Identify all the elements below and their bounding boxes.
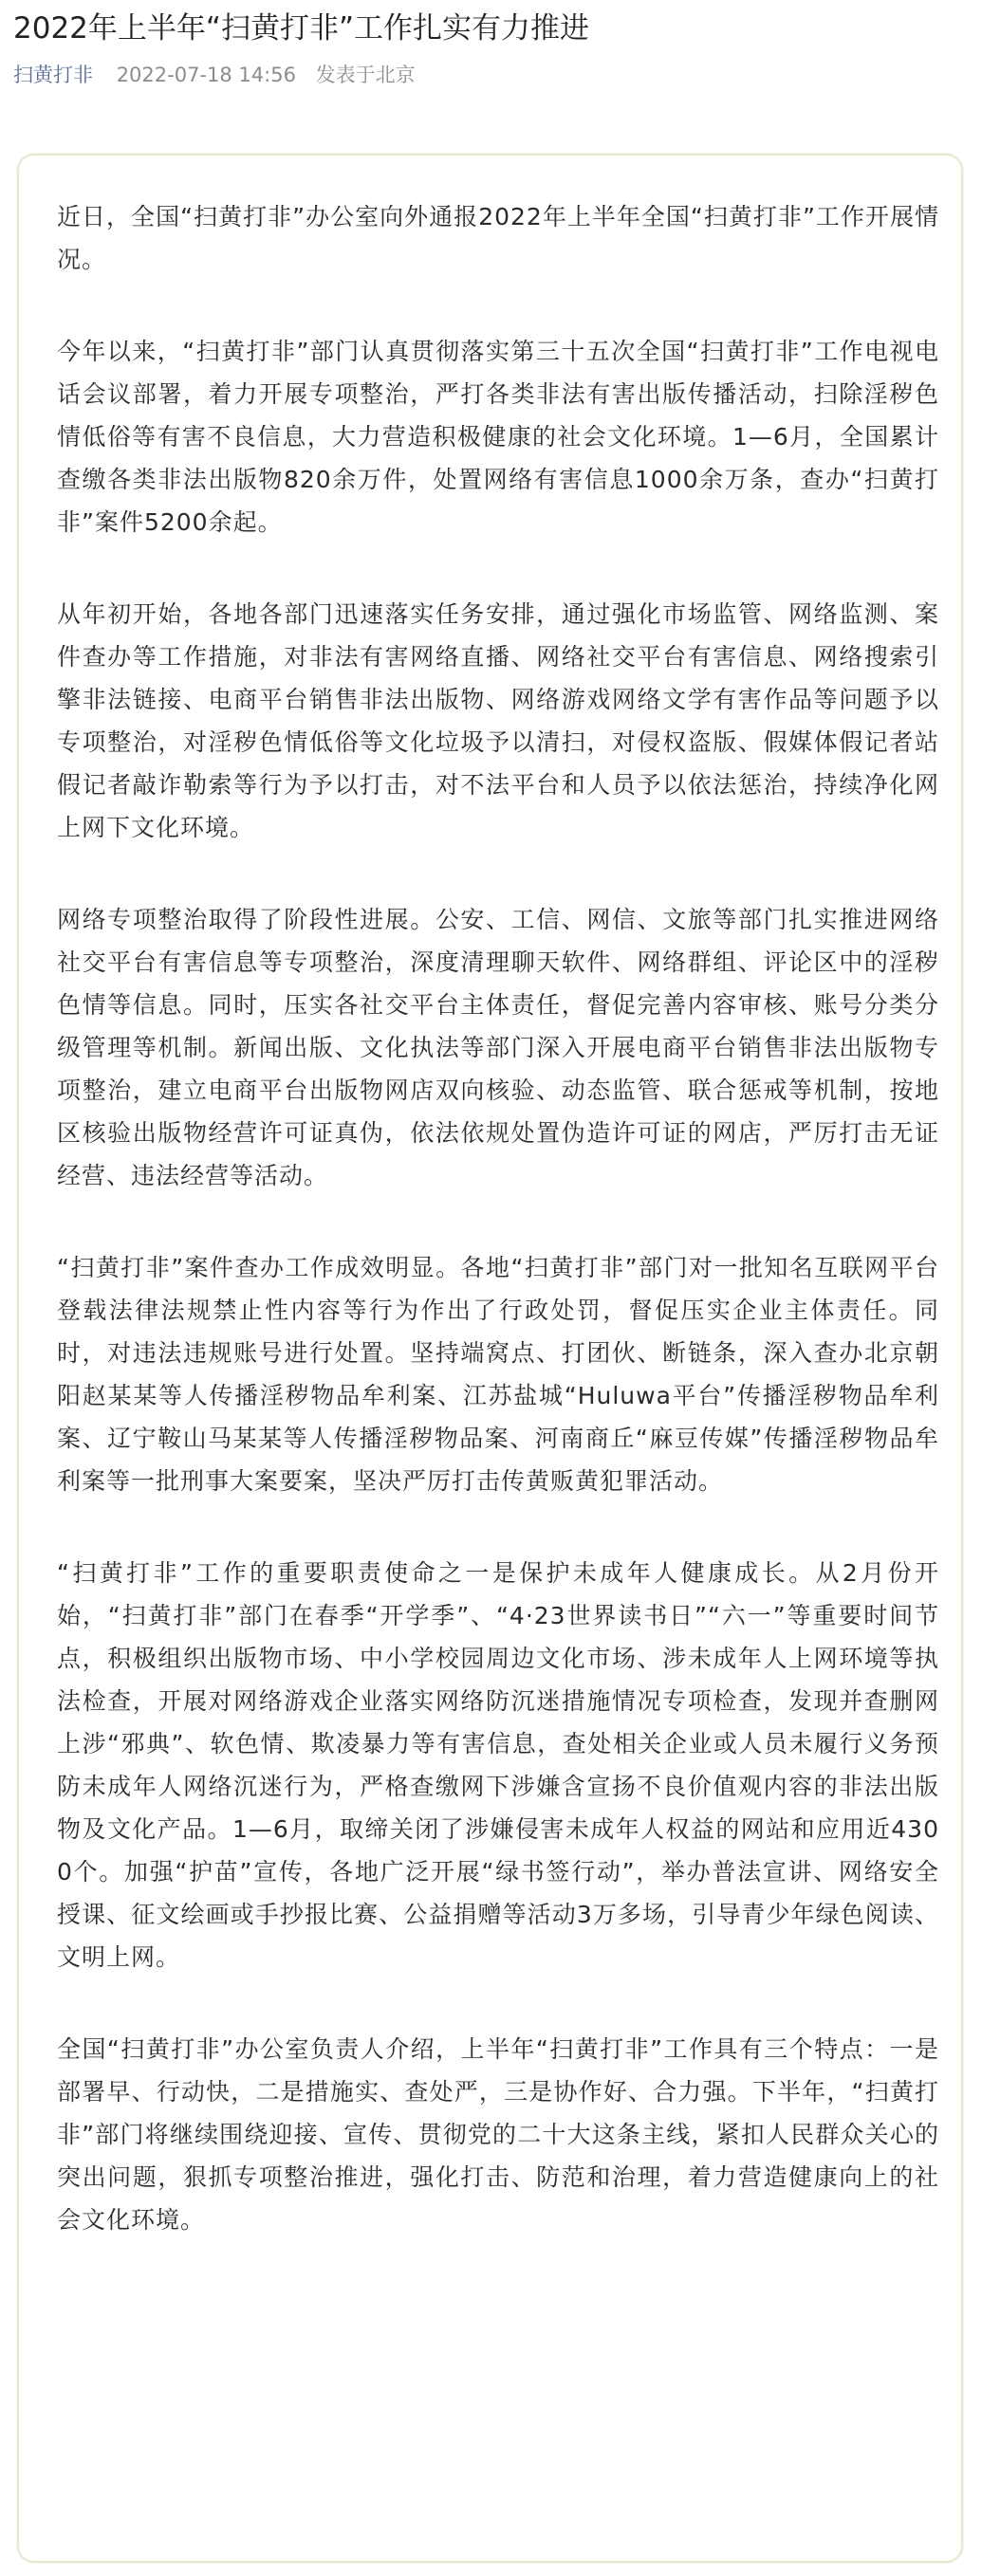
article-meta [13,61,416,89]
paragraph-online-rectification: 网络专项整治取得了阶段性进展。公安、工信、网信、文旅等部门扎实推进网络社交平台有害信息等专项整治，深度清理聊天软件、网络群组、评论区中的淫秽色情等信息。同时，压实各社交平台主体责任，督促完善内容审核、账号分类分级管理等机制。新闻出版、文化执法等部门深入开展电商平台销售非法出版物专项整治，建立电商平台出版物网店双向核验、动态监管、联合惩戒等机制，按地区核验出版物经营许可证真伪，依法依规处置伪造许可证的网店，严厉打击无证经营、违法经营等活动。 [57,906,939,1189]
publish-location: 发表于北京 [315,64,416,86]
article-body-card [17,154,963,2563]
paragraph-overview: 今年以来，“扫黄打非”部门认真贯彻落实第三十五次全国“扫黄打非”工作电视电话会议部署，着力开展专项整治，严打各类非法有害出版传播活动，扫除淫秽色情低俗等有害不良信息，大力营造积极健康的社会文化环境。1—6月，全国累计查缴各类非法出版物820余万件，处置网络有害信息1000余万条，查办“扫黄打非”案件5200余起。 [57,338,939,536]
author-link[interactable]: 扫黄打非 [13,64,93,86]
publish-datetime: 2022-07-18 14:56 [116,64,296,86]
paragraph-intro: 近日，全国“扫黄打非”办公室向外通报2022年上半年全国“扫黄打非”工作开展情况。 [57,203,939,273]
article-body [57,195,939,2291]
paragraph-summary: 全国“扫黄打非”办公室负责人介绍，上半年“扫黄打非”工作具有三个特点：一是部署早、行动快，二是措施实、查处严，三是协作好、合力强。下半年，“扫黄打非”部门将继续围绕迎接、宣传、贯彻党的二十大这条主线，紧扣人民群众关心的突出问题，狠抓专项整治推进，强化打击、防范和治理，着力营造健康向上的社会文化环境。 [57,2035,939,2234]
paragraph-measures: 从年初开始，各地各部门迅速落实任务安排，通过强化市场监管、网络监测、案件查办等工作措施，对非法有害网络直播、网络社交平台有害信息、网络搜索引擎非法链接、电商平台销售非法出版物、网络游戏网络文学有害作品等问题予以专项整治，对淫秽色情低俗等文化垃圾予以清扫，对侵权盗版、假媒体假记者站假记者敲诈勒索等行为予以打击，对不法平台和人员予以依法惩治，持续净化网上网下文化环境。 [57,600,939,841]
paragraph-minor-protection: “扫黄打非”工作的重要职责使命之一是保护未成年人健康成长。从2月份开始，“扫黄打非”部门在春季“开学季”、“4·23世界读书日”“六一”等重要时间节点，积极组织出版物市场、中小学校园周边文化市场、涉未成年人上网环境等执法检查，开展对网络游戏企业落实网络防沉迷措施情况专项检查，发现并查删网上涉“邪典”、软色情、欺凌暴力等有害信息，查处相关企业或人员未履行义务预防未成年人网络沉迷行为，严格查缴网下涉嫌含宣扬不良价值观内容的非法出版物及文化产品。1—6月，取缔关闭了涉嫌侵害未成年人权益的网站和应用近4300个。加强“护苗”宣传，各地广泛开展“绿书签行动”，举办普法宣讲、网络安全授课、征文绘画或手抄报比赛、公益捐赠等活动3万多场，引导青少年绿色阅读、文明上网。 [57,1559,939,1971]
paragraph-case-handling: “扫黄打非”案件查办工作成效明显。各地“扫黄打非”部门对一批知名互联网平台登载法律法规禁止性内容等行为作出了行政处罚，督促压实企业主体责任。同时，对违法违规账号进行处置。坚持端窝点、打团伙、断链条，深入查办北京朝阳赵某某等人传播淫秽物品牟利案、江苏盐城“Huluwa平台”传播淫秽物品牟利案、辽宁鞍山马某某等人传播淫秽物品案、河南商丘“麻豆传媒”传播淫秽物品牟利案等一批刑事大案要案，坚决严厉打击传黄贩黄犯罪活动。 [57,1254,939,1495]
article-title: 2022年上半年“扫黄打非”工作扎实有力推进 [13,11,590,46]
